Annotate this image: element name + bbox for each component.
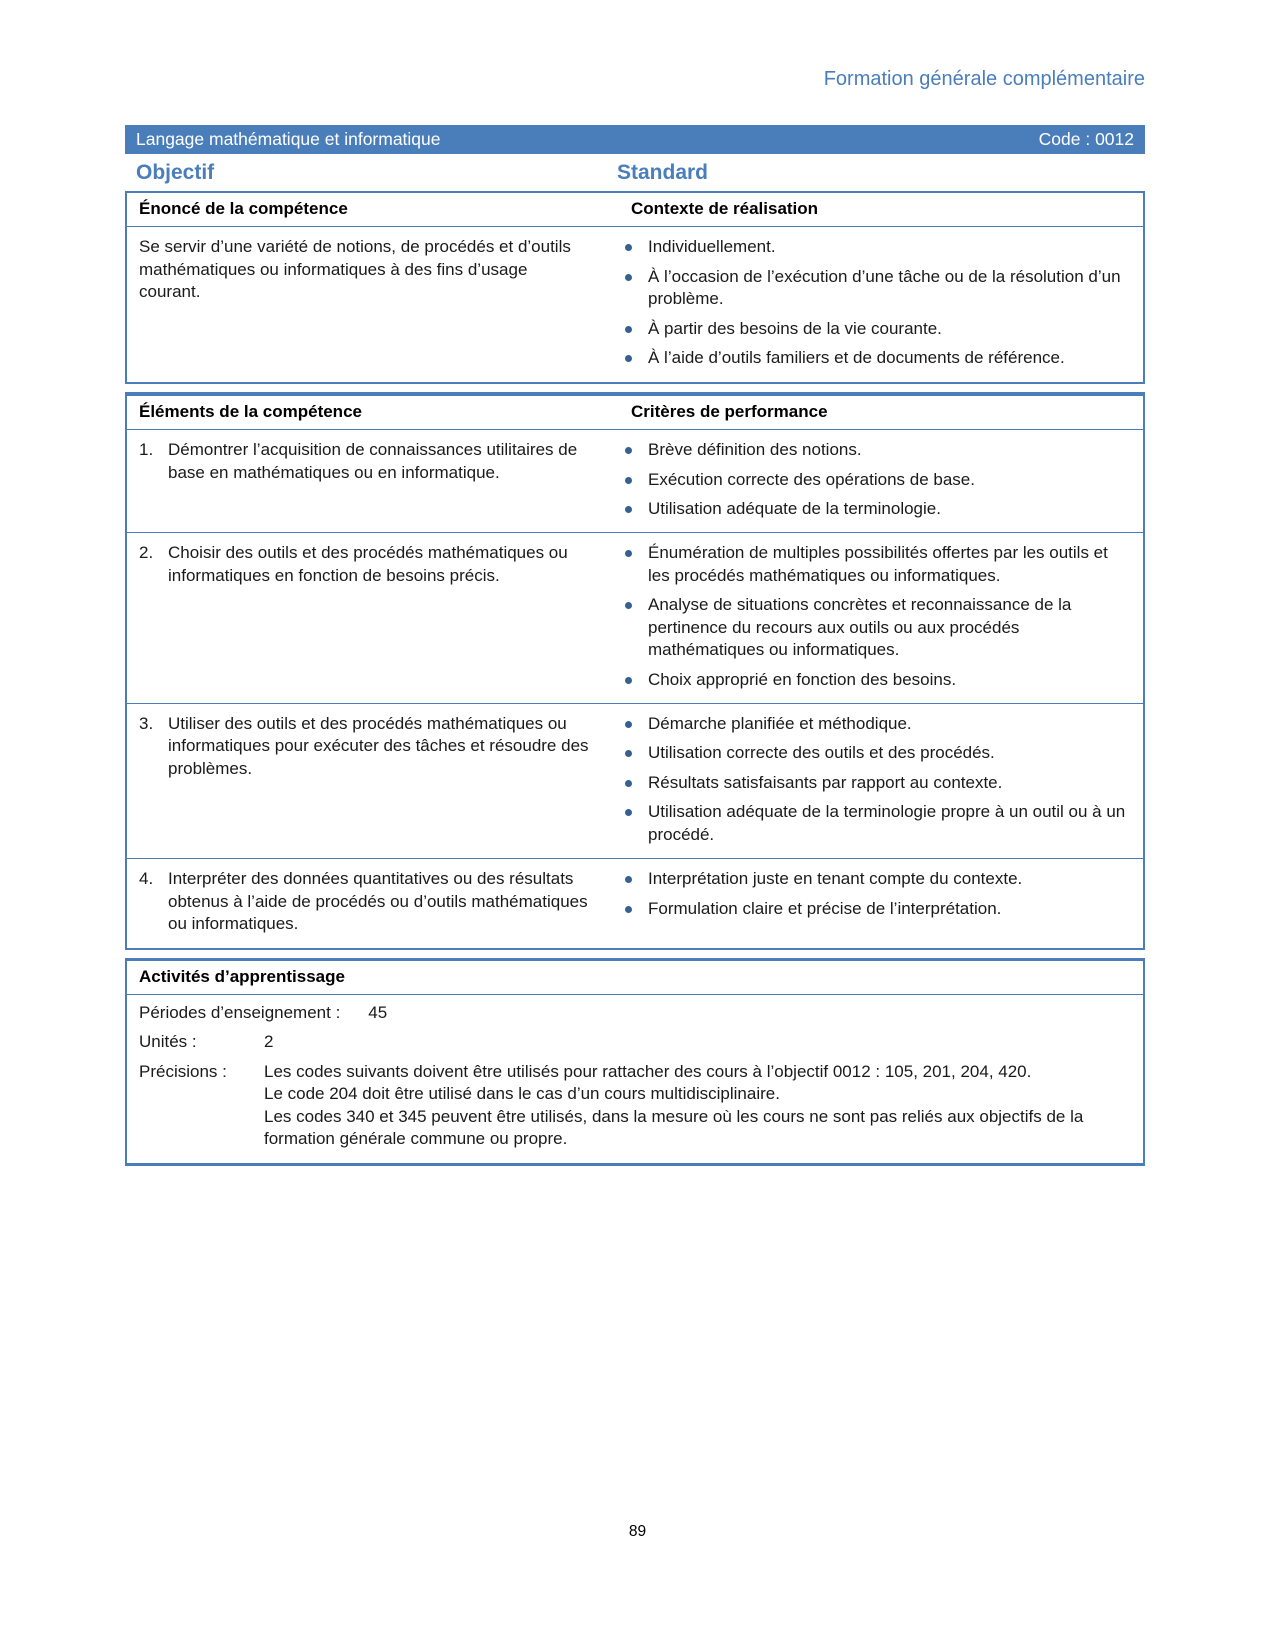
bullet-text: Utilisation adéquate de la terminologie. (648, 498, 941, 518)
periodes-label: Périodes d’enseignement : (139, 1002, 341, 1022)
table-row (127, 858, 1143, 947)
course-code: Code : 0012 (1038, 128, 1134, 149)
list-item (625, 347, 1133, 369)
element-text: Choisir des outils et des procédés mathématiques ou informatiques en fonction de besoins précis. (168, 543, 568, 585)
item-number: 3. (139, 714, 154, 733)
criteria-list (625, 542, 1133, 691)
bullet-text: Analyse de situations concrètes et reconnaissance de la pertinence du recours aux outils ou aux procédés mathématiques ou informatiques. (648, 595, 1072, 660)
periodes-value: 45 (368, 1002, 388, 1022)
bullet-icon (625, 550, 632, 557)
column-headings (125, 157, 1145, 191)
precisions-text (264, 1061, 1131, 1151)
bullet-text: Résultats satisfaisants par rapport au contexte. (648, 772, 1003, 792)
list-item (625, 266, 1133, 311)
criteria-list (625, 868, 1133, 920)
table-row (127, 430, 1143, 532)
bullet-icon (625, 326, 632, 333)
list-item (625, 498, 1133, 520)
bullet-text: Utilisation adéquate de la terminologie propre à un outil ou à un procédé. (648, 802, 1126, 844)
bullet-text: Énumération de multiples possibilités offertes par les outils et les procédés mathématiques ou informatiques. (648, 543, 1108, 585)
context-bullet-list (625, 236, 1133, 369)
bullet-text: Exécution correcte des opérations de base. (648, 469, 975, 489)
activities-table (125, 958, 1145, 1166)
bullet-icon (625, 809, 632, 816)
bullet-icon (625, 477, 632, 484)
running-header: Formation générale complémentaire (823, 68, 1145, 90)
bullet-icon (625, 447, 632, 454)
bullet-text: Interprétation juste en tenant compte du contexte. (648, 869, 1023, 889)
bullet-text: À l’aide d’outils familiers et de documents de référence. (648, 348, 1065, 368)
item-number: 4. (139, 869, 154, 889)
course-title: Langage mathématique et informatique (136, 128, 441, 149)
competence-statement: Se servir d’une variété de notions, de procédés et d’outils mathématiques ou informatiques à des fins d’usage courant. (139, 237, 571, 302)
bullet-icon (625, 750, 632, 757)
precisions-line: Les codes suivants doivent être utilisés pour rattacher des cours à l’objectif 0012 : 105, 201, 204, 420. (264, 1061, 1032, 1081)
bullet-text: À l’occasion de l’exécution d’une tâche ou de la résolution d’un problème. (648, 266, 1121, 309)
course-title-bar (125, 125, 1145, 154)
unites-label: Unités : (139, 1032, 197, 1052)
criteria-list (625, 439, 1133, 520)
list-item (625, 318, 1133, 340)
bullet-text: Démarche planifiée et méthodique. (648, 714, 912, 733)
periodes-row (139, 1002, 1131, 1024)
element-text: Interpréter des données quantitatives ou des résultats obtenus à l’aide de procédés ou d’outils mathématiques ou informatiques. (168, 869, 588, 934)
precisions-line: Les codes 340 et 345 peuvent être utilisés, dans la mesure où les cours ne sont pas reliés aux objectifs de la formation générale commune ou propre. (264, 1106, 1084, 1149)
bullet-text: Individuellement. (648, 237, 776, 257)
standard-heading: Standard (617, 161, 709, 184)
bullet-text: À partir des besoins de la vie courante. (648, 318, 942, 338)
objectif-heading: Objectif (136, 161, 215, 184)
list-item (625, 594, 1133, 661)
list-item (625, 772, 1133, 794)
elements-table (125, 392, 1145, 950)
bullet-text: Choix approprié en fonction des besoins. (648, 669, 957, 689)
bullet-icon (625, 721, 632, 728)
bullet-text: Formulation claire et précise de l’interprétation. (648, 898, 1002, 918)
bullet-icon (625, 506, 632, 513)
list-item (625, 439, 1133, 461)
item-number: 2. (139, 543, 154, 563)
bullet-icon (625, 244, 632, 251)
precisions-label: Précisions : (139, 1061, 227, 1081)
element-text: Démontrer l’acquisition de connaissances utilitaires de base en mathématiques ou en informatique. (168, 440, 578, 482)
precisions-row (139, 1061, 1131, 1151)
list-item (625, 742, 1133, 764)
criteres-header: Critères de performance (631, 401, 828, 421)
contexte-header: Contexte de réalisation (631, 199, 819, 218)
table-row (127, 703, 1143, 858)
bullet-icon (625, 876, 632, 883)
bullet-text: Utilisation correcte des outils et des procédés. (648, 743, 995, 763)
list-item (625, 542, 1133, 587)
unites-value: 2 (264, 1032, 274, 1052)
list-item (625, 801, 1133, 846)
bullet-icon (625, 906, 632, 913)
activities-body (127, 995, 1143, 1163)
page-content (125, 0, 1145, 1166)
bullet-icon (625, 677, 632, 684)
elements-header: Éléments de la compétence (139, 401, 362, 421)
list-item (625, 898, 1133, 920)
criteria-list (625, 713, 1133, 846)
competence-table-header (127, 193, 1143, 227)
list-item (625, 868, 1133, 890)
bullet-icon (625, 355, 632, 362)
unites-row (139, 1031, 1131, 1053)
precisions-line: Le code 204 doit être utilisé dans le cas d’un cours multidisciplinaire. (264, 1084, 780, 1104)
element-text: Utiliser des outils et des procédés mathématiques ou informatiques pour exécuter des tâches et résoudre des problèmes. (168, 714, 589, 778)
competence-table-body (127, 227, 1143, 381)
activities-header: Activités d’apprentissage (127, 961, 1143, 995)
list-item (625, 713, 1133, 735)
list-item (625, 669, 1133, 691)
item-number: 1. (139, 440, 154, 460)
bullet-text: Brève définition des notions. (648, 440, 862, 460)
bullet-icon (625, 780, 632, 787)
competence-table (125, 191, 1145, 384)
bullet-icon (625, 274, 632, 281)
table-row (127, 532, 1143, 703)
list-item (625, 469, 1133, 491)
elements-table-header (127, 396, 1143, 430)
bullet-icon (625, 602, 632, 609)
enonce-header: Énoncé de la compétence (139, 199, 348, 218)
page-number: 89 (628, 1523, 647, 1540)
list-item (625, 236, 1133, 258)
